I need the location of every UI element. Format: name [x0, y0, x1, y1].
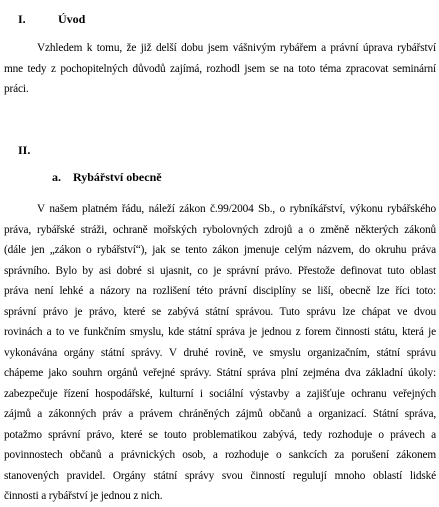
heading-uvod — [18, 12, 85, 27]
paragraph-line: zájmů a zákonných práv a právem chráněných zájmů občanů a organizací. Státní správa, — [4, 408, 436, 420]
paragraph-rybarstvi — [4, 199, 436, 507]
heading-section-2 — [18, 143, 58, 158]
paragraph-line: práci. — [4, 83, 29, 95]
paragraph-line: práva není lehké a názory na rozlišení této právní disciplíny se liší, obecně lze říci toto: — [4, 285, 436, 297]
paragraph-line: V našem platném řádu, náleží zákon č.99/2004 Sb., o rybníkářství, výkonu rybářského — [37, 203, 436, 215]
paragraph-line: povinnostech občanů a právnických osob, a rozhoduje o sankcích za porušení zákonem — [4, 449, 436, 461]
paragraph-line: Vzhledem k tomu, že již delší dobu jsem vášnivým rybářem a právní úprava rybářství — [37, 42, 436, 54]
heading-title: Úvod — [58, 12, 86, 26]
paragraph-uvod — [4, 38, 436, 100]
subheading-letter: a. — [52, 170, 61, 184]
paragraph-line: stanovených pravidel. Orgány státní správy svou činností regulují mnoho oblastí lidské — [4, 469, 436, 482]
paragraph-line: zabezpečuje řízení hospodářské, kulturní i sociální výstavby a zajišťuje ochranu veřejných — [4, 387, 436, 400]
heading-number: I. — [18, 12, 26, 26]
subheading-rybarstvi-obecne — [52, 170, 162, 185]
subheading-title: Rybářství obecně — [73, 170, 162, 184]
paragraph-line: práva, rybářské stráži, ochraně mořských rybolovných zdrojů a o změně některých zákonů — [4, 223, 436, 236]
paragraph-line: chápeme jako souhrn orgánů veřejné správy. Státní správa plní zejména dva základní úkoly: — [4, 367, 436, 379]
heading-number: II. — [18, 143, 31, 157]
paragraph-line: potažmo správní právo, které se touto problematikou zabývá, tedy rozhoduje o právech a — [4, 428, 436, 441]
paragraph-line: vykonávána orgány státní správy. V druhé rovině, ve smyslu organizačním, státní správu — [4, 346, 436, 359]
paragraph-line: (dále jen „zákon o rybářství“), jak se tento zákon jmenuje celým názvem, do okruhu práva — [4, 244, 436, 256]
paragraph-line: rovinách a to ve funkčním smyslu, kde státní správa je jednou z forem činnosti státu, která je — [4, 326, 436, 338]
paragraph-line: mne tedy z pochopitelných důvodů zajímá, rozhodl jsem se na toto téma zpracovat seminární — [4, 62, 436, 75]
paragraph-line: správní právo je právo, které se zabývá státní správou. Tuto správu lze chápat ve dvou — [4, 305, 436, 318]
paragraph-line: činnosti a rybářství je jednou z nich. — [4, 490, 163, 502]
paragraph-line: správního. Bylo by asi dobré si ujasnit, co je správní právo. Přestože definovat tuto oblast — [4, 264, 436, 277]
